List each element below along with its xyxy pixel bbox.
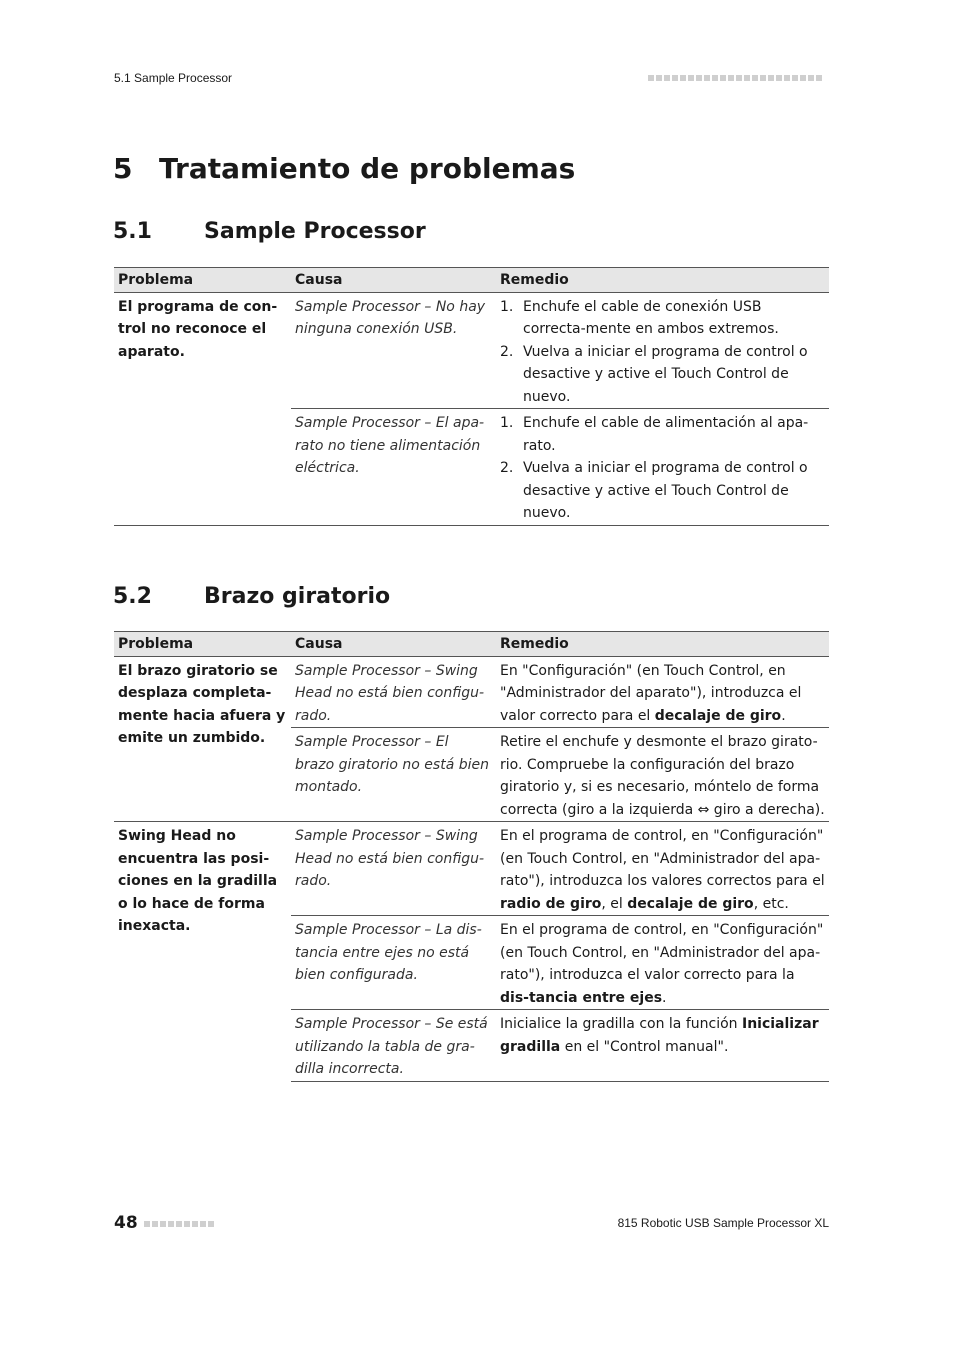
remedy-emphasis: dis-tancia entre ejes (500, 989, 663, 1006)
cause-cell: Sample Processor – Se está utilizando la tabla de gra-dilla incorrecta. (291, 1010, 496, 1082)
step-number: 2. (500, 343, 514, 360)
section-heading-5-1 (113, 219, 426, 244)
cause-cell: Sample Processor – La dis-tancia entre ejes no está bien configurada. (291, 916, 496, 1010)
table-row (114, 292, 829, 409)
remedy-emphasis: decalaje de giro (627, 895, 754, 912)
cause-cell: Sample Processor – El apa-rato no tiene alimentación eléctrica. (291, 409, 496, 526)
cause-cell: Sample Processor – No hay ninguna conexión USB. (291, 292, 496, 409)
decoration-dot (168, 1221, 174, 1227)
footer-product-title: 815 Robotic USB Sample Processor XL (617, 1216, 829, 1230)
decoration-dot (704, 75, 710, 81)
section-title: Brazo giratorio (204, 584, 391, 609)
decoration-dot (808, 75, 814, 81)
remedy-text: , el (601, 895, 628, 912)
remedy-step (500, 412, 825, 457)
section-title: Sample Processor (204, 219, 426, 244)
decoration-dot (736, 75, 742, 81)
decoration-dot (816, 75, 822, 81)
chapter-number: 5 (113, 152, 133, 185)
decoration-dot (664, 75, 670, 81)
remedy-emphasis: Inicializar gradilla (500, 1016, 819, 1055)
step-text: Vuelva a iniciar el programa de control o desactive y active el Touch Control de nuevo. (523, 343, 808, 405)
page-number: 48 (114, 1213, 138, 1233)
remedy-text: . (662, 989, 667, 1006)
decoration-dot (152, 1221, 158, 1227)
remedy-text: En el programa de control, en "Configuración" (en Touch Control, en "Administrador del apa-rato"), introduzca el valor correcto para la (500, 922, 824, 983)
remedy-text: , etc. (753, 895, 789, 912)
column-header-cause: Causa (291, 632, 496, 657)
remedy-steps (500, 412, 825, 525)
remedy-text: En "Configuración" (en Touch Control, en "Administrador del aparato"), introduzca el valor correcto para el (500, 662, 802, 724)
cause-cell: Sample Processor – El brazo giratorio no está bien montado. (291, 728, 496, 822)
chapter-title-text: Tratamiento de problemas (159, 152, 576, 185)
remedy-text: . (781, 707, 786, 724)
decoration-dot (752, 75, 758, 81)
decoration-dot (672, 75, 678, 81)
decoration-dot (208, 1221, 214, 1227)
step-number: 1. (500, 298, 514, 315)
problem-cell: El brazo giratorio se desplaza completa-mente hacia afuera y emite un zumbido. (114, 656, 291, 822)
decoration-dot (680, 75, 686, 81)
decoration-dot (744, 75, 750, 81)
remedy-text: en el "Control manual". (560, 1038, 729, 1055)
decoration-dot (728, 75, 734, 81)
column-header-cause: Causa (291, 268, 496, 293)
remedy-text: En el programa de control, en "Configuración" (en Touch Control, en "Administrador del apa-rato"), introduzca los valores correctos para el (500, 828, 825, 889)
problem-cell: El programa de con-trol no reconoce el aparato. (114, 292, 291, 525)
column-header-problem: Problema (114, 268, 291, 293)
remedy-cell (496, 1010, 829, 1082)
table-row (114, 656, 829, 728)
section-heading-5-2 (113, 584, 390, 609)
remedy-text: Inicialice la gradilla con la función (500, 1016, 742, 1032)
decoration-dot (800, 75, 806, 81)
decoration-dot (648, 75, 654, 81)
cause-cell: Sample Processor – Swing Head no está bien configu-rado. (291, 656, 496, 728)
decoration-dot (176, 1221, 182, 1227)
troubleshooting-table-5-2 (114, 631, 829, 1082)
table-header-row (114, 268, 829, 293)
remedy-steps (500, 296, 825, 409)
column-header-remedy: Remedio (496, 268, 829, 293)
decoration-dot (792, 75, 798, 81)
decoration-dot (712, 75, 718, 81)
chapter-title (113, 152, 575, 185)
table-header-row (114, 632, 829, 657)
remedy-emphasis: radio de giro (500, 895, 602, 912)
decoration-dot (144, 1221, 150, 1227)
decoration-dot (720, 75, 726, 81)
decoration-dot (760, 75, 766, 81)
remedy-cell (496, 822, 829, 916)
table-row (114, 822, 829, 916)
decoration-dot (656, 75, 662, 81)
remedy-cell (496, 916, 829, 1010)
remedy-step (500, 457, 825, 525)
decoration-dot (688, 75, 694, 81)
problem-cell: Swing Head no encuentra las posi-ciones en la gradilla o lo hace de forma inexacta. (118, 828, 278, 934)
remedy-step (500, 341, 825, 409)
decoration-dot (784, 75, 790, 81)
decoration-dot (768, 75, 774, 81)
decoration-dot (184, 1221, 190, 1227)
footer-decoration-dots (144, 1221, 214, 1227)
remedy-text: Retire el enchufe y desmonte el brazo girato-rio. Compruebe la configuración del brazo giratorio y, si es necesario, móntelo de forma correcta (giro a la izquierda ⇔ giro a derecha). (500, 734, 825, 818)
step-text: Enchufe el cable de conexión USB correcta-mente en ambos extremos. (523, 298, 779, 337)
section-number: 5.1 (113, 219, 152, 244)
remedy-cell (496, 409, 829, 526)
header-decoration-dots (648, 75, 822, 81)
section-number: 5.2 (113, 584, 152, 609)
decoration-dot (192, 1221, 198, 1227)
decoration-dot (160, 1221, 166, 1227)
column-header-problem: Problema (114, 632, 291, 657)
decoration-dot (776, 75, 782, 81)
step-number: 1. (500, 415, 514, 431)
running-head: 5.1 Sample Processor (114, 71, 233, 85)
remedy-emphasis: decalaje de giro (654, 707, 782, 724)
decoration-dot (200, 1221, 206, 1227)
decoration-dot (696, 75, 702, 81)
step-number: 2. (500, 460, 514, 476)
step-text: Enchufe el cable de alimentación al apa-rato. (523, 415, 809, 454)
remedy-cell (496, 656, 829, 728)
step-text: Vuelva a iniciar el programa de control o desactive y active el Touch Control de nuevo. (523, 460, 808, 521)
remedy-step (500, 296, 825, 341)
remedy-cell (496, 292, 829, 409)
cause-cell: Sample Processor – Swing Head no está bien configu-rado. (291, 822, 496, 916)
column-header-remedy: Remedio (496, 632, 829, 657)
troubleshooting-table-5-1 (114, 267, 829, 526)
remedy-cell (496, 728, 829, 822)
